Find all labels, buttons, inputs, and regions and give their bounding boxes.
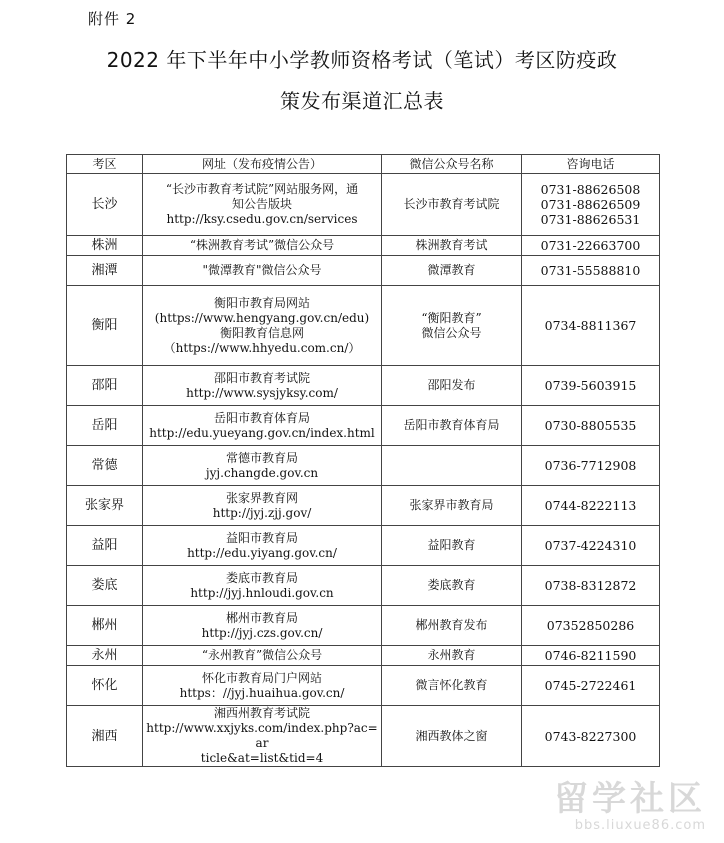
cell-phone	[522, 236, 660, 256]
cell-phone	[522, 486, 660, 526]
cell-wechat	[382, 646, 522, 666]
cell-website-line: 郴州市教育局	[225, 610, 298, 625]
cell-phone-line: 0734-8811367	[544, 318, 637, 333]
cell-region: 湘西	[67, 706, 143, 767]
cell-phone	[522, 606, 660, 646]
cell-wechat-line: 湘西教体之窗	[415, 728, 488, 743]
cell-phone	[522, 406, 660, 446]
cell-region: 衡阳	[67, 286, 143, 366]
cell-region: 娄底	[67, 566, 143, 606]
cell-phone	[522, 446, 660, 486]
cell-website	[143, 706, 382, 767]
cell-wechat-line: 益阳教育	[427, 538, 476, 552]
cell-wechat	[382, 446, 522, 486]
cell-phone-line: 07352850286	[546, 618, 635, 633]
cell-wechat-line: 岳阳市教育体育局	[403, 418, 500, 432]
cell-wechat	[382, 236, 522, 256]
cell-website-line: 衡阳市教育局网站	[213, 295, 310, 310]
cell-website-line: “永州教育”微信公众号	[201, 648, 323, 662]
cell-website-line: 邵阳市教育考试院	[213, 370, 310, 385]
table-body	[67, 174, 660, 767]
cell-website-line: http://jyj.czs.gov.cn/	[201, 625, 323, 640]
cell-website-line: http://jyj.zjj.gov/	[212, 505, 312, 520]
table-row	[67, 606, 660, 646]
cell-website-line: 常德市教育局	[225, 450, 298, 465]
cell-website-line: 益阳市教育局	[225, 530, 298, 545]
cell-region: 株洲	[67, 236, 143, 256]
cell-website	[143, 526, 382, 566]
cell-region: 永州	[67, 646, 143, 666]
table-row	[67, 566, 660, 606]
cell-wechat	[382, 486, 522, 526]
cell-website-line: 衡阳教育信息网	[219, 325, 304, 340]
cell-wechat-line: 娄底教育	[427, 578, 476, 592]
column-header-phone: 咨询电话	[522, 155, 660, 174]
cell-wechat	[382, 174, 522, 236]
table-row	[67, 406, 660, 446]
cell-region: 常德	[67, 446, 143, 486]
cell-region: 怀化	[67, 666, 143, 706]
cell-website	[143, 646, 382, 666]
cell-phone	[522, 174, 660, 236]
cell-website-line: http://jyj.hnloudi.gov.cn	[190, 585, 334, 600]
cell-wechat	[382, 406, 522, 446]
cell-phone-line: 0739-5603915	[544, 378, 637, 393]
cell-wechat-line: “衡阳教育”	[421, 310, 482, 325]
cell-phone-line: 0737-4224310	[544, 538, 637, 553]
watermark-logo	[554, 780, 706, 833]
table-row	[67, 286, 660, 366]
cell-phone-line: 0743-8227300	[544, 728, 637, 744]
cell-phone	[522, 256, 660, 286]
cell-website-line: 知公告版块	[231, 197, 292, 211]
cell-region: 岳阳	[67, 406, 143, 446]
cell-wechat-line: 长沙市教育考试院	[403, 197, 500, 211]
cell-wechat	[382, 606, 522, 646]
cell-wechat-line: 微言怀化教育	[415, 678, 488, 692]
cell-wechat	[382, 666, 522, 706]
watermark-text: 留学社区	[554, 779, 706, 819]
cell-website	[143, 256, 382, 286]
cell-website	[143, 174, 382, 236]
table-header-row	[67, 155, 660, 174]
cell-phone	[522, 366, 660, 406]
cell-phone-line: 0736-7712908	[544, 458, 637, 473]
cell-phone-line: 0731-22663700	[540, 238, 641, 253]
cell-website-line: http://www.sysjyksy.com/	[186, 385, 338, 400]
table-row	[67, 706, 660, 767]
table-row	[67, 174, 660, 236]
cell-phone-line: 0731-88626508	[540, 182, 641, 197]
cell-phone-line: 0731-88626509	[540, 197, 641, 212]
cell-region: 郴州	[67, 606, 143, 646]
table-row	[67, 366, 660, 406]
cell-phone-line: 0731-88626531	[540, 212, 641, 227]
cell-phone	[522, 706, 660, 767]
cell-wechat	[382, 566, 522, 606]
cell-phone	[522, 526, 660, 566]
column-header-region: 考区	[67, 155, 143, 174]
column-header-wechat: 微信公众号名称	[382, 155, 522, 174]
cell-wechat	[382, 256, 522, 286]
watermark-url: bbs.liuxue86.com	[574, 818, 706, 833]
cell-website-line: http://ksy.csedu.gov.cn/services	[166, 212, 358, 226]
table-row	[67, 646, 660, 666]
cell-website	[143, 666, 382, 706]
cell-website-line: 娄底市教育局	[225, 570, 298, 585]
cell-wechat	[382, 526, 522, 566]
cell-website	[143, 406, 382, 446]
cell-wechat	[382, 706, 522, 767]
cell-region: 益阳	[67, 526, 143, 566]
table-row	[67, 666, 660, 706]
cell-phone-line: 0738-8312872	[544, 578, 637, 593]
cell-website-line: "微潭教育"微信公众号	[202, 263, 322, 277]
table-row	[67, 256, 660, 286]
cell-phone-line: 0745-2722461	[544, 678, 637, 693]
cell-website	[143, 566, 382, 606]
table-row	[67, 486, 660, 526]
cell-website	[143, 366, 382, 406]
page-title-line-1: 2022 年下半年中小学教师资格考试（笔试）考区防疫政	[106, 48, 618, 72]
cell-wechat-line: 张家界市教育局	[409, 498, 494, 512]
cell-phone-line: 0746-8211590	[544, 648, 637, 663]
table-row	[67, 236, 660, 256]
cell-phone	[522, 666, 660, 706]
cell-wechat-line: 永州教育	[427, 648, 476, 662]
cell-website-line: http://edu.yueyang.gov.cn/index.html	[149, 425, 375, 440]
cell-region: 长沙	[67, 174, 143, 236]
cell-region: 张家界	[67, 486, 143, 526]
cell-website-line: 湘西州教育考试院	[213, 706, 310, 720]
cell-website	[143, 446, 382, 486]
cell-website-line: jyj.changde.gov.cn	[205, 465, 319, 480]
cell-region: 湘潭	[67, 256, 143, 286]
cell-website	[143, 606, 382, 646]
cell-website	[143, 286, 382, 366]
cell-website-line: (https://www.hengyang.gov.cn/edu)	[154, 310, 370, 325]
cell-phone-line: 0731-55588810	[540, 263, 641, 278]
page-title-line-2: 策发布渠道汇总表	[280, 89, 444, 113]
cell-website	[143, 236, 382, 256]
exam-area-channel-table	[66, 154, 660, 767]
cell-phone	[522, 566, 660, 606]
column-header-website: 网址（发布疫情公告）	[143, 155, 382, 174]
cell-region: 邵阳	[67, 366, 143, 406]
cell-wechat-line: 郴州教育发布	[415, 618, 488, 632]
cell-website	[143, 486, 382, 526]
cell-phone-line: 0744-8222113	[544, 498, 637, 513]
cell-website-line: 怀化市教育局门户网站	[201, 670, 322, 685]
cell-website-line: ticle&at=list&tid=4	[200, 751, 324, 765]
cell-phone-line: 0730-8805535	[544, 418, 637, 433]
cell-website-line: http://www.xxjyks.com/index.php?ac=ar	[146, 721, 378, 750]
cell-wechat	[382, 366, 522, 406]
cell-phone	[522, 646, 660, 666]
cell-wechat	[382, 286, 522, 366]
cell-wechat-line: 邵阳发布	[427, 378, 476, 392]
cell-phone	[522, 286, 660, 366]
cell-website-line: “长沙市教育考试院”网站服务网，通	[165, 182, 359, 196]
table-row	[67, 526, 660, 566]
cell-website-line: 张家界教育网	[225, 490, 298, 505]
cell-wechat-line: 微潭教育	[427, 263, 476, 277]
cell-website-line: 岳阳市教育体育局	[213, 410, 310, 425]
attachment-label: 附件 2	[88, 10, 137, 28]
cell-website-line: （https://www.hhyedu.com.cn/）	[163, 340, 361, 355]
cell-website-line: “株洲教育考试”微信公众号	[189, 238, 335, 252]
table-row	[67, 446, 660, 486]
cell-website-line: https：//jyj.huaihua.gov.cn/	[179, 685, 345, 700]
cell-wechat-line: 微信公众号	[421, 325, 482, 340]
cell-website-line: http://edu.yiyang.gov.cn/	[187, 545, 337, 560]
cell-wechat-line: 株洲教育考试	[415, 238, 488, 252]
